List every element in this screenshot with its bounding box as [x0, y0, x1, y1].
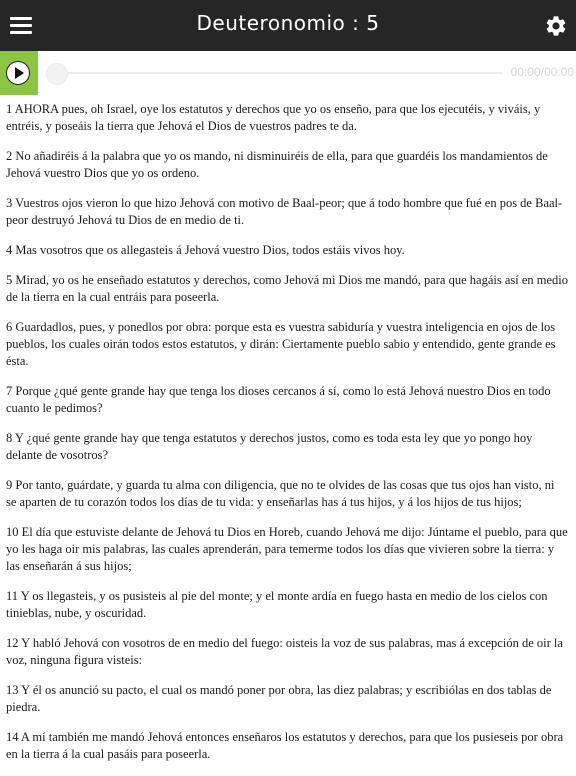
top-bar [0, 0, 576, 51]
time-readout: 00:00/00:00 [510, 65, 574, 79]
verse-text: 12 Y habló Jehová con vosotros de en medio del fuego: oisteis la voz de sus palabras, mas á excepción de oir la voz, ninguna figura visteis: [6, 636, 563, 667]
verse-text: 4 Mas vosotros que os allegasteis á Jehová vuestro Dios, todos estáis vivos hoy. [6, 243, 405, 257]
verse-text: 13 Y él os anunció su pacto, el cual os mandó poner por obra, las diez palabras; y escribiólas en dos tablas de piedra. [6, 683, 552, 714]
verse-text: 7 Porque ¿qué gente grande hay que tenga los dioses cercanos á sí, como lo está Jehová nuestro Dios en todo cuanto le pedimos? [6, 384, 551, 415]
verse-text: 6 Guardadlos, pues, y ponedlos por obra: porque esta es vuestra sabiduría y vuestra inteligencia en ojos de los pueblos, los cuales oirán todos estos estatutos, y dirán: Ciertamente pueblo sabio y entendido, gente grande es ésta. [6, 320, 556, 368]
verse-text: 2 No añadiréis á la palabra que yo os mando, ni disminuiréis de ella, para que guardéis los mandamientos de Jehová vuestro Dios que yo os ordeno. [6, 149, 548, 180]
verse-text: 3 Vuestros ojos vieron lo que hizo Jehová con motivo de Baal-peor; que á todo hombre que fué en pos de Baal-peor destruyó Jehová tu Dios de en medio de ti. [6, 196, 563, 227]
seek-track[interactable] [62, 72, 502, 74]
page-title: Deuteronomio : 5 [196, 11, 380, 35]
verse-text: 14 A mí también me mandó Jehová entonces enseñaros los estatutos y derechos, para que los pusieseis por obra en la tierra á la cual pasáis para poseerla. [6, 730, 564, 761]
verse-text: 9 Por tanto, guárdate, y guarda tu alma con diligencia, que no te olvides de las cosas que tus ojos han visto, ni se aparten de tu corazón todos los días de tu vida: y enseñarlas has á tus hijos, y á los hijos de tus hijos; [6, 478, 555, 509]
audio-player [0, 51, 576, 95]
verse-text: 10 El día que estuviste delante de Jehová tu Dios en Horeb, cuando Jehová me dijo: Júntame el pueblo, para que yo les haga oir mis palabras, las cuales aprenderán, para temerme todos los días que vivieren sobre la tierra: y las enseñarán á sus hijos; [6, 525, 568, 573]
verse-text: 8 Y ¿qué gente grande hay que tenga estatutos y derechos justos, como es toda esta ley que yo pongo hoy delante de vosotros? [6, 431, 533, 462]
verse-text: 11 Y os llegasteis, y os pusisteis al pie del monte; y el monte ardía en fuego hasta en medio de los cielos con tinieblas, nube, y oscuridad. [6, 589, 548, 620]
play-icon [6, 61, 30, 85]
play-button[interactable] [0, 51, 38, 95]
gear-icon[interactable] [544, 14, 568, 38]
verse-text: 1 AHORA pues, oh Israel, oye los estatutos y derechos que yo os enseño, para que los ejecutéis, y viváis, y entréis, y poseáis la tierra que Jehová el Dios de vuestros padres te da. [6, 102, 541, 133]
verse-text: 5 Mirad, yo os he enseñado estatutos y derechos, como Jehová mi Dios me mandó, para que hagáis así en medio de la tierra en la cual entráis para poseerla. [6, 273, 569, 304]
verse-list [6, 101, 568, 776]
seek-slider-thumb[interactable] [46, 63, 68, 85]
